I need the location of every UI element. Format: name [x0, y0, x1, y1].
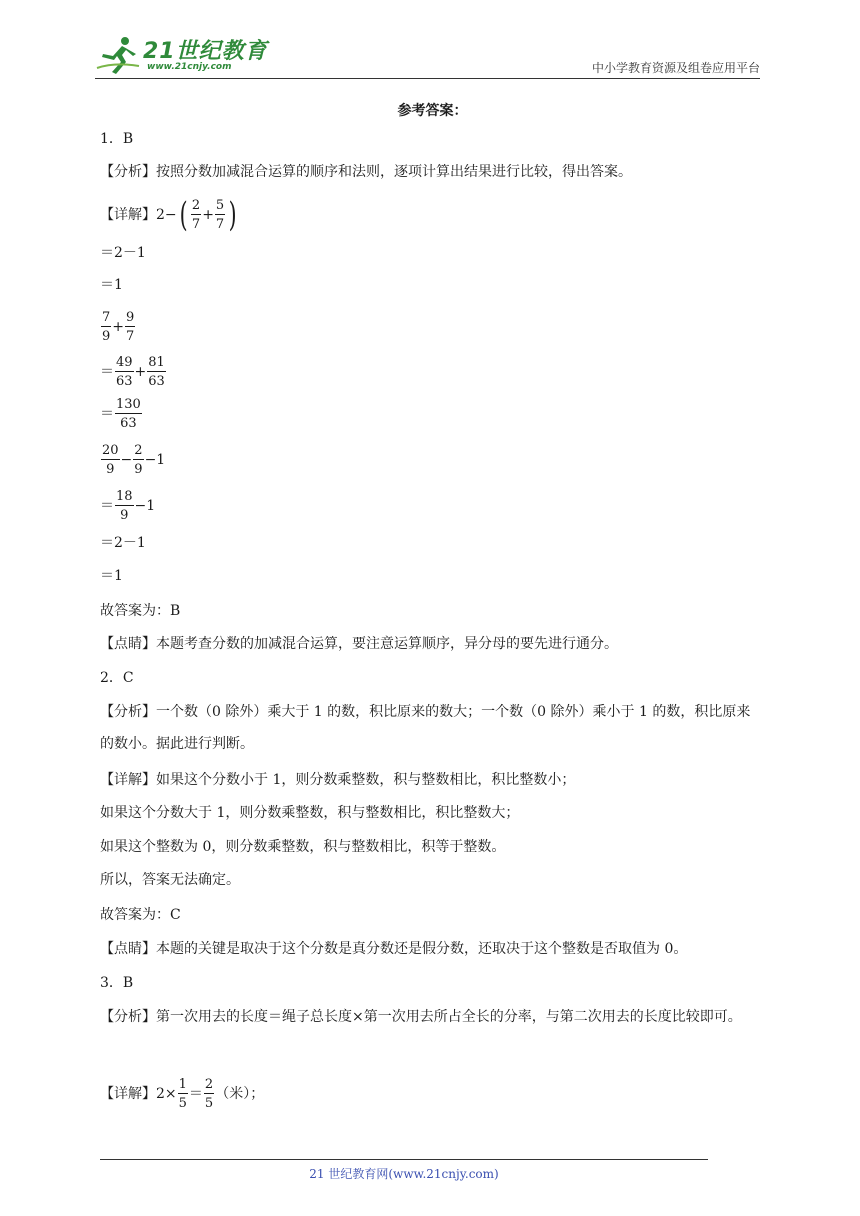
q1-expr-b-step1: ＝ $\frac{49}{63}$ + $\frac{81}{63}$: [100, 355, 165, 389]
site-logo: [95, 34, 268, 76]
q1-expr-b-result: ＝ $\frac{130}{63}$: [100, 397, 141, 431]
q1-expr-b: $\frac{7}{9}$ + $\frac{9}{7}$: [102, 310, 135, 344]
q2-final: 故答案为：C: [100, 907, 181, 923]
q1-step1: ＝2－1: [100, 245, 146, 261]
q1-comment: 【点睛】本题考查分数的加减混合运算，要注意运算顺序，异分母的要先进行通分。: [100, 636, 618, 652]
platform-name: 中小学教育资源及组卷应用平台: [591, 61, 760, 75]
q1-final: 故答案为：B: [100, 603, 181, 619]
page-header: [95, 30, 760, 78]
q1-detail-label: 【详解】: [100, 207, 156, 223]
q1-detail-expression: 【详解】2−( $\frac{2}{7}$ + $\frac{5}{7}$ ): [100, 195, 237, 235]
q3-unit: （米）；: [215, 1086, 265, 1102]
answer-content: [100, 96, 765, 1111]
q3-analysis: 【分析】第一次用去的长度＝绳子总长度×第一次用去所占全长的分率，与第二次用去的长度比较即可。: [100, 1009, 742, 1025]
logo-title: 21世纪教育: [143, 39, 268, 64]
q2-detail-2: 如果这个分数大于 1，则分数乘整数，积与整数相比，积比整数大；: [100, 805, 520, 821]
logo-url: www.21cnjy.com: [147, 62, 232, 72]
q2-detail-4: 所以，答案无法确定。: [100, 872, 240, 888]
q2-comment: 【点睛】本题的关键是取决于这个分数是真分数还是假分数，还取决于这个整数是否取值为 0。: [100, 941, 688, 957]
q1-step2: ＝1: [100, 277, 123, 293]
header-divider: [95, 78, 760, 79]
q2-detail-1: 【详解】如果这个分数小于 1，则分数乘整数，积与整数相比，积比整数小；: [100, 772, 576, 788]
q1-expr-c-step3: ＝1: [100, 568, 123, 584]
runner-logo-icon: [95, 34, 141, 76]
q3-detail-label: 【详解】: [100, 1086, 156, 1102]
q1-analysis: 【分析】按照分数加减混合运算的顺序和法则，逐项计算出结果进行比较，得出答案。: [100, 164, 632, 180]
q3-detail-expression: 【详解】2× $\frac{1}{5}$ ＝ $\frac{2}{5}$ （米）；: [100, 1077, 265, 1111]
page-footer: 21 世纪教育网(www.21cnjy.com): [309, 1167, 499, 1181]
q1-expr-c-step1: ＝ $\frac{18}{9}$ −1: [100, 489, 156, 523]
q1-expr-c: $\frac{20}{9}$ − $\frac{2}{9}$ −1: [102, 443, 166, 477]
q2-detail-3: 如果这个整数为 0，则分数乘整数，积与整数相比，积等于整数。: [100, 839, 506, 855]
q2-answer: 2．C: [100, 670, 134, 686]
q3-answer: 3．B: [100, 975, 134, 991]
q1-expr-c-step2: ＝2－1: [100, 535, 146, 551]
page-title: 参考答案：: [397, 103, 468, 119]
q2-analysis: 【分析】一个数（0 除外）乘大于 1 的数，积比原来的数大；一个数（0 除外）乘小于 1 的数，积比原来的数小。据此进行判断。: [100, 704, 751, 752]
footer-divider: [100, 1159, 708, 1160]
q1-answer: 1．B: [100, 131, 134, 147]
